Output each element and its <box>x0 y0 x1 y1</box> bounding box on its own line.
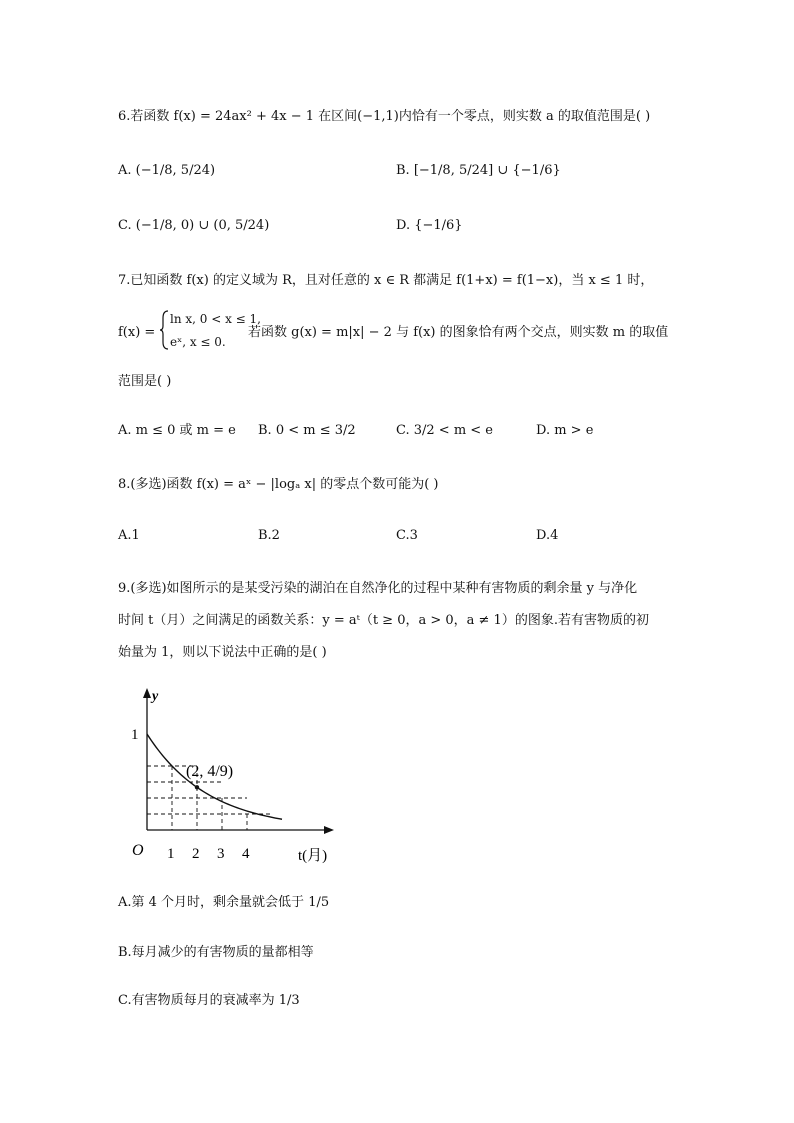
x-tick-label-3: 3 <box>217 846 225 862</box>
q9-stem-line3: 始量为 1，则以下说法中正确的是( ) <box>118 645 327 660</box>
q9-option-a[interactable]: A.第 4 个月时，剩余量就会低于 1/5 <box>118 895 330 910</box>
y-tick-label-1: 1 <box>131 727 139 743</box>
q6-option-a[interactable]: A. (−1/8, 5/24) <box>118 163 216 178</box>
q7-stem-line2-tail: 若函数 g(x) = m|x| − 2 与 f(x) 的图象恰有两个交点，则实数 m 的取值 <box>248 325 669 340</box>
q7-piece-case2: eˣ, x ≤ 0. <box>170 335 226 349</box>
q6-stem: 6.若函数 f(x) = 24ax² + 4x − 1 在区间(−1,1)内恰有一个零点，则实数 a 的取值范围是( ) <box>118 109 651 124</box>
y-axis-label: y <box>152 689 159 704</box>
q7-stem-line3: 范围是( ) <box>118 374 172 389</box>
q8-option-b[interactable]: B.2 <box>258 528 280 543</box>
q7-option-d[interactable]: D. m > e <box>536 423 594 438</box>
decay-graph <box>112 684 342 866</box>
q9-option-b[interactable]: B.每月减少的有害物质的量都相等 <box>118 945 314 960</box>
q7-option-c[interactable]: C. 3/2 < m < e <box>396 423 494 438</box>
point-label: (2, 4/9) <box>186 763 234 780</box>
q8-stem: 8.(多选)函数 f(x) = aˣ − |logₐ x| 的零点个数可能为( ) <box>118 477 439 492</box>
q7-piece-lhs: f(x) = <box>118 325 156 340</box>
q7-piece-case1: ln x, 0 < x ≤ 1, <box>170 312 261 326</box>
x-tick-label-2: 2 <box>192 846 200 862</box>
q7-option-a[interactable]: A. m ≤ 0 或 m = e <box>118 423 236 438</box>
q7-option-b[interactable]: B. 0 < m ≤ 3/2 <box>258 423 356 438</box>
x-tick-label-1: 1 <box>167 846 175 862</box>
q6-option-b[interactable]: B. [−1/8, 5/24] ∪ {−1/6} <box>396 163 561 178</box>
origin-label: O <box>132 842 144 859</box>
q9-stem-line2: 时间 t（月）之间满足的函数关系：y = aᵗ（t ≥ 0，a > 0，a ≠ 1）的图象.若有害物质的初 <box>118 613 649 628</box>
point-2-4-9 <box>195 785 199 789</box>
y-axis-arrow-icon <box>143 688 151 698</box>
x-axis-arrow-icon <box>324 826 334 834</box>
x-tick-label-4: 4 <box>242 846 250 862</box>
q8-option-d[interactable]: D.4 <box>536 528 559 543</box>
q7-stem-line1: 7.已知函数 f(x) 的定义域为 R，且对任意的 x ∈ R 都满足 f(1+x) = f(1−x)，当 x ≤ 1 时， <box>118 273 654 288</box>
q6-option-d[interactable]: D. {−1/6} <box>396 218 463 233</box>
q8-option-c[interactable]: C.3 <box>396 528 418 543</box>
q9-option-c[interactable]: C.有害物质每月的衰减率为 1/3 <box>118 993 300 1008</box>
x-axis-label: t(月) <box>298 848 328 864</box>
piecewise-brace-icon <box>160 310 170 350</box>
q8-option-a[interactable]: A.1 <box>118 528 140 543</box>
q9-stem-line1: 9.(多选)如图所示的是某受污染的湖泊在自然净化的过程中某种有害物质的剩余量 y 与净化 <box>118 581 638 596</box>
q6-option-c[interactable]: C. (−1/8, 0) ∪ (0, 5/24) <box>118 218 270 233</box>
